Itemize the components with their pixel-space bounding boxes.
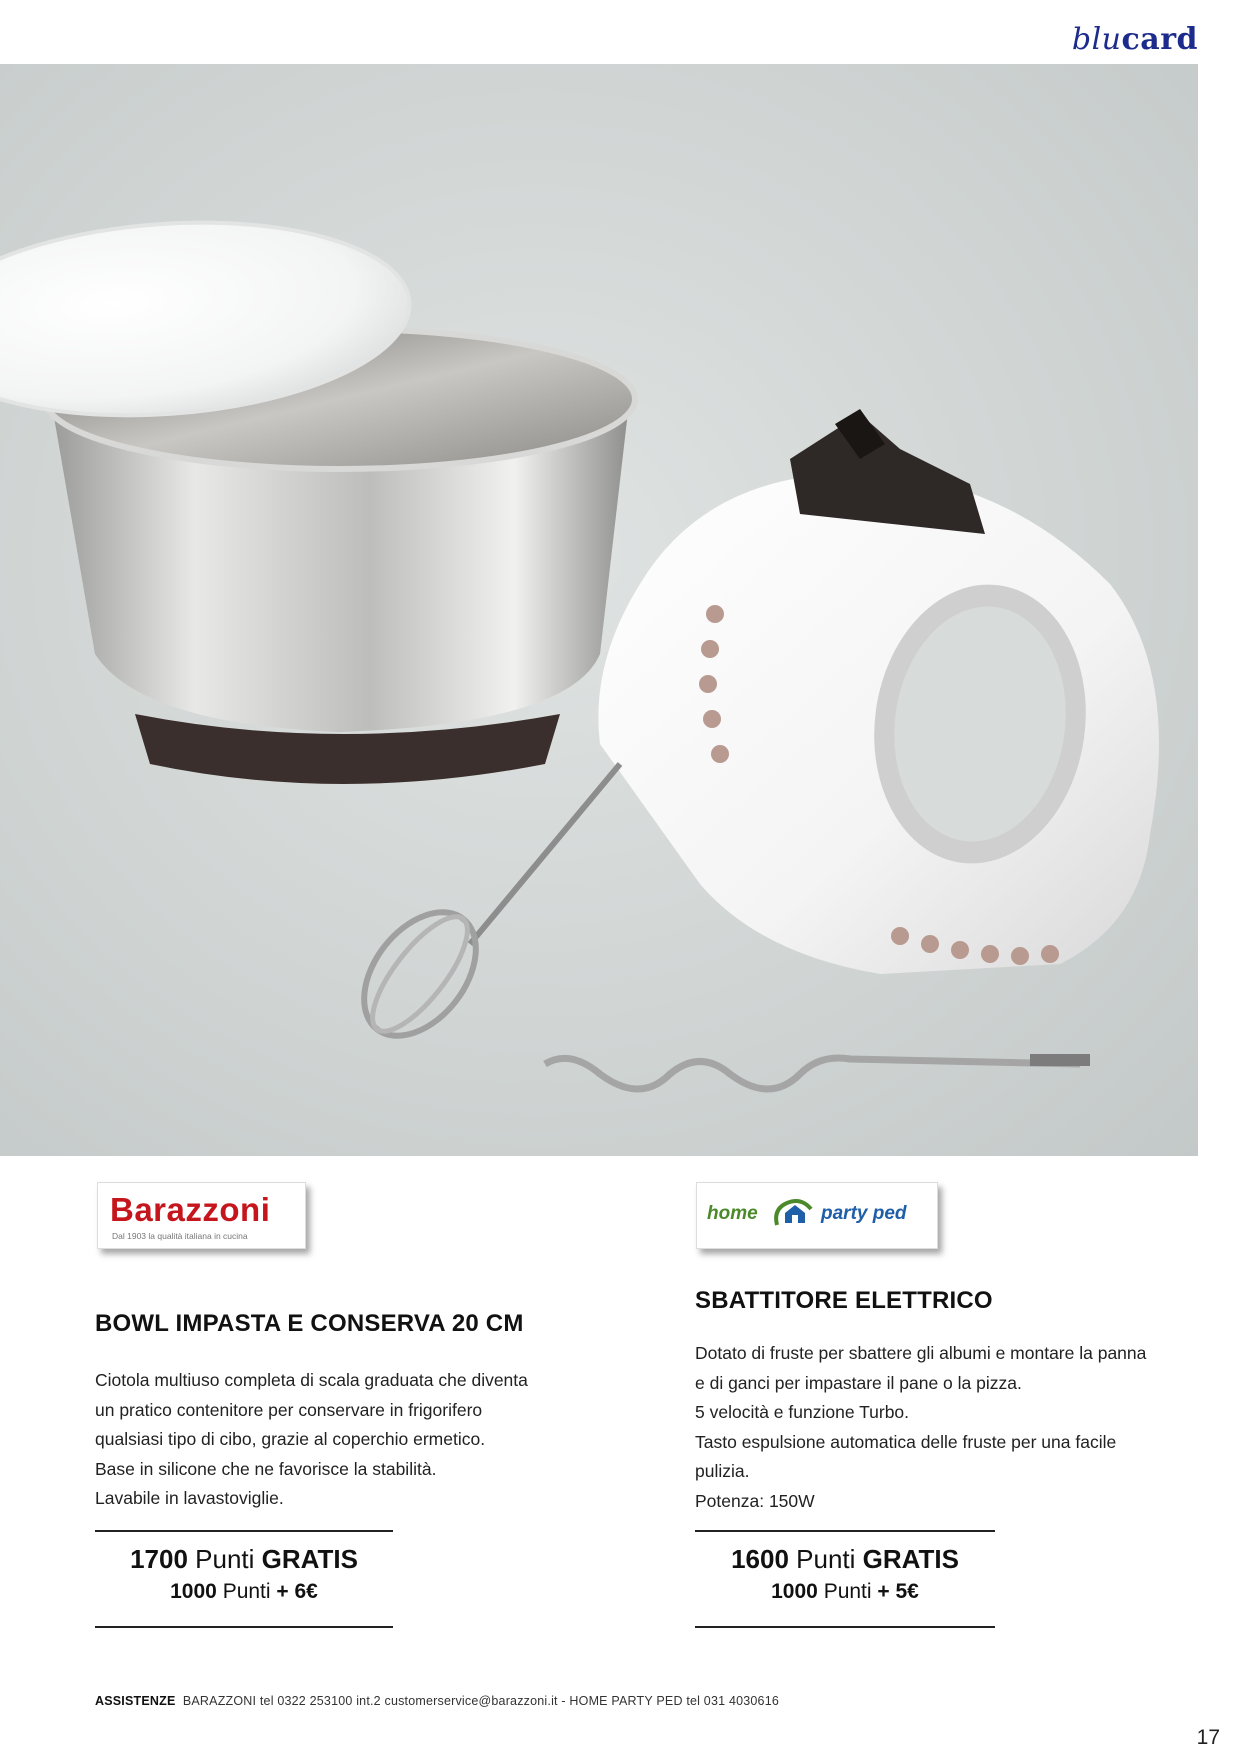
product-description-mixer xyxy=(695,1339,1175,1516)
description-line: Tasto espulsione automatica delle fruste per una facile xyxy=(695,1431,1117,1452)
brand-logo xyxy=(1072,22,1198,57)
price-alt: 1000 Punti + 6€ xyxy=(170,1580,318,1603)
description-line: Potenza: 150W xyxy=(695,1490,815,1511)
hpp-logo-home: home xyxy=(707,1203,758,1224)
page-number: 17 xyxy=(1196,1726,1220,1749)
footer-assistance xyxy=(95,1694,779,1708)
price-rule-top xyxy=(95,1530,393,1532)
description-line: qualsiasi tipo di cibo, grazie al coperchio ermetico. xyxy=(95,1429,486,1449)
product-title-bowl: BOWL IMPASTA E CONSERVA 20 CM xyxy=(95,1310,524,1337)
description-line: un pratico contenitore per conservare in frigorifero xyxy=(95,1399,483,1420)
price-rule-top xyxy=(695,1530,995,1532)
description-line: Base in silicone che ne favorisce la stabilità. xyxy=(95,1458,437,1479)
barazzoni-logo-name: Barazzoni xyxy=(110,1191,271,1228)
brand-logo-part1: blu xyxy=(1071,22,1122,57)
house-icon xyxy=(771,1195,817,1235)
hpp-logo-party-ped: party ped xyxy=(821,1203,907,1224)
price-rule-bottom xyxy=(695,1626,995,1628)
footer-text: BARAZZONI tel 0322 253100 int.2 customerservice@barazzoni.it - HOME PARTY PED tel 031 4030616 xyxy=(182,1694,780,1708)
description-line: Dotato di fruste per sbattere gli albumi e montare la panna xyxy=(695,1343,1147,1363)
price-block-mixer xyxy=(695,1542,995,1608)
price-alt: 1000 Punti + 5€ xyxy=(771,1580,919,1603)
description-line: Lavabile in lavastoviglie. xyxy=(95,1488,284,1508)
home-party-ped-logo xyxy=(696,1182,938,1249)
footer-label: ASSISTENZE xyxy=(95,1694,176,1708)
description-line: 5 velocità e funzione Turbo. xyxy=(695,1402,910,1422)
product-title-mixer: SBATTITORE ELETTRICO xyxy=(695,1287,993,1314)
price-rule-bottom xyxy=(95,1626,393,1628)
price-block-bowl xyxy=(95,1542,393,1608)
price-main: 1700 Punti GRATIS xyxy=(130,1544,358,1574)
barazzoni-logo-tagline: Dal 1903 la qualità italiana in cucina xyxy=(112,1231,248,1241)
brand-logo-part2: card xyxy=(1121,22,1198,57)
barazzoni-logo xyxy=(97,1182,306,1249)
description-line: Ciotola multiuso completa di scala graduata che diventa xyxy=(95,1370,528,1390)
price-main: 1600 Punti GRATIS xyxy=(731,1544,959,1574)
description-line: e di ganci per impastare il pane o la pizza. xyxy=(695,1372,1022,1393)
product-photo xyxy=(0,64,1198,1156)
product-description-bowl xyxy=(95,1366,565,1514)
description-line: pulizia. xyxy=(695,1461,750,1481)
